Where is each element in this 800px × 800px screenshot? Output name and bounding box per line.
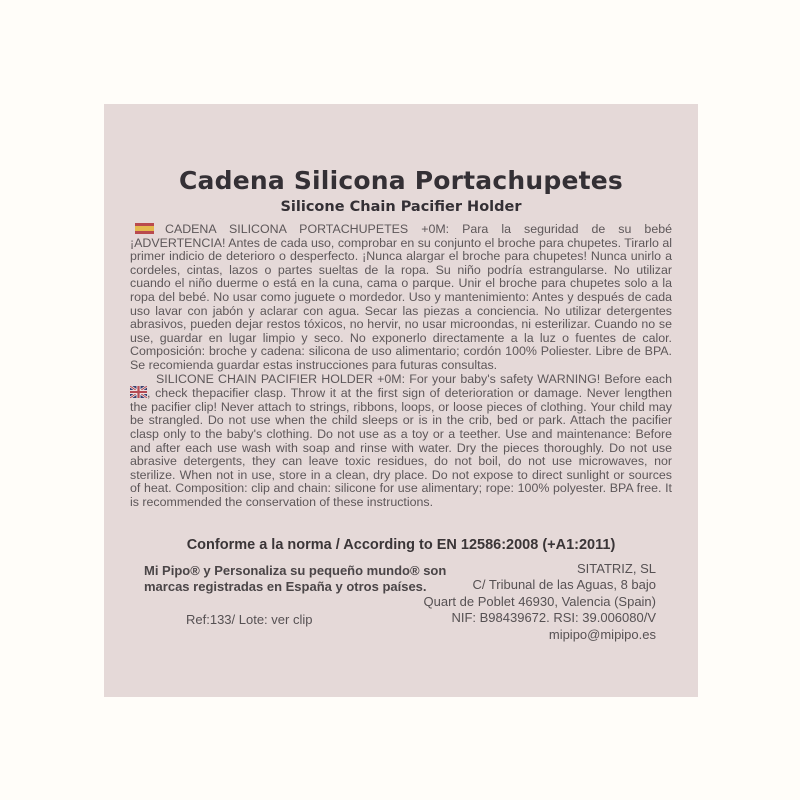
company-name: SITATRIZ, SL — [577, 561, 656, 576]
product-label-card — [104, 104, 698, 697]
company-registration: NIF: B98439672. RSI: 39.006080/V — [451, 610, 656, 626]
product-subtitle: Silicone Chain Pacifier Holder — [280, 199, 522, 215]
company-email: mipipo@mipipo.es — [548, 626, 656, 642]
ref-lot-line: Ref:133/ Lote: ver clip — [186, 612, 313, 627]
english-instructions-text-before-flag: SILICONE CHAIN PACIFIER HOLDER +0M: For your baby's safety WARNING! Before each — [156, 371, 672, 386]
english-instructions-text-after-flag: , check thepacifier clasp. Throw it at the first sign of deterioration or damage. Never lengthen the pacifier clip! Never attach to strings, ribbons, loops, or loose pieces of clothing. Your child may be strangled. Do not use when the child sleeps or is in the crib, bed or park. Attach the pacifier clasp only to the baby's clothing. Do not use as a toy or a teether. Use and maintenance: Before and after each use wash with soap and rinse with water. Dry the pieces thoroughly. Do not use abrasive detergents, they can leave toxic residues, do not boil, do not use microwaves, nor sterilize. When not in use, store in a clean, dry place. Do not expose to direct sunlight or sources of heat. Composition: clip and chain: silicone for use alimentary; rope: 100% polyester. BPA free. It is recommended the conservation of these instructions. — [130, 386, 672, 509]
product-title: Cadena Silicona Portachupetes — [178, 166, 624, 195]
spanish-instructions — [130, 223, 672, 373]
compliance-standard-line: Conforme a la norma / According to EN 12586:2008 (+A1:2011) — [186, 537, 616, 553]
spanish-instructions-text: CADENA SILICONA PORTACHUPETES +0M: Para la seguridad de su bebé ¡ADVERTENCIA! Antes de cada uso, comprobar en su conjunto el broche para chupetes. Tirarlo al primer indicio de deterioro o desperfecto. ¡Nunca alargar el broche para chupetes! Nunca unirlo a cordeles, cintas, lazos o partes sueltas de la ropa. Su niño podría estrangularse. No utilizar cuando el niño duerme o está en la cuna, cama o parque. Unir el broche para chupetes solo a la ropa del bebé. No usar como juguete o mordedor. Uso y mantenimiento: Antes y después de cada uso lavar con jabón y aclarar con agua. Secar las piezas a conciencia. No utilizar detergentes abrasivos, pueden dejar restos tóxicos, no hervir, no usar microondas, ni esterilizar. Cuando no se use, guardar en lugar limpio y seco. No exponerlo directamente a la luz o fuentes de calor. Composición: broche y cadena: silicona de uso alimentario; cordón 100% Poliester. Libre de BPA. Se recomienda guardar estas instrucciones para futuras consultas. — [130, 222, 672, 372]
spain-flag-icon — [135, 223, 154, 234]
trademark-notice-line1: Mi Pipo® y Personaliza su pequeño mundo® son — [144, 563, 447, 578]
company-address-line1: C/ Tribunal de las Aguas, 8 bajo — [472, 577, 656, 593]
trademark-notice-line2: marcas registradas en España y otros países. — [144, 579, 427, 594]
company-info-block — [424, 561, 656, 643]
uk-flag-icon — [130, 386, 147, 398]
company-address-line2: Quart de Poblet 46930, Valencia (Spain) — [423, 593, 656, 609]
english-instructions — [130, 373, 672, 510]
instructions-block — [130, 223, 672, 509]
